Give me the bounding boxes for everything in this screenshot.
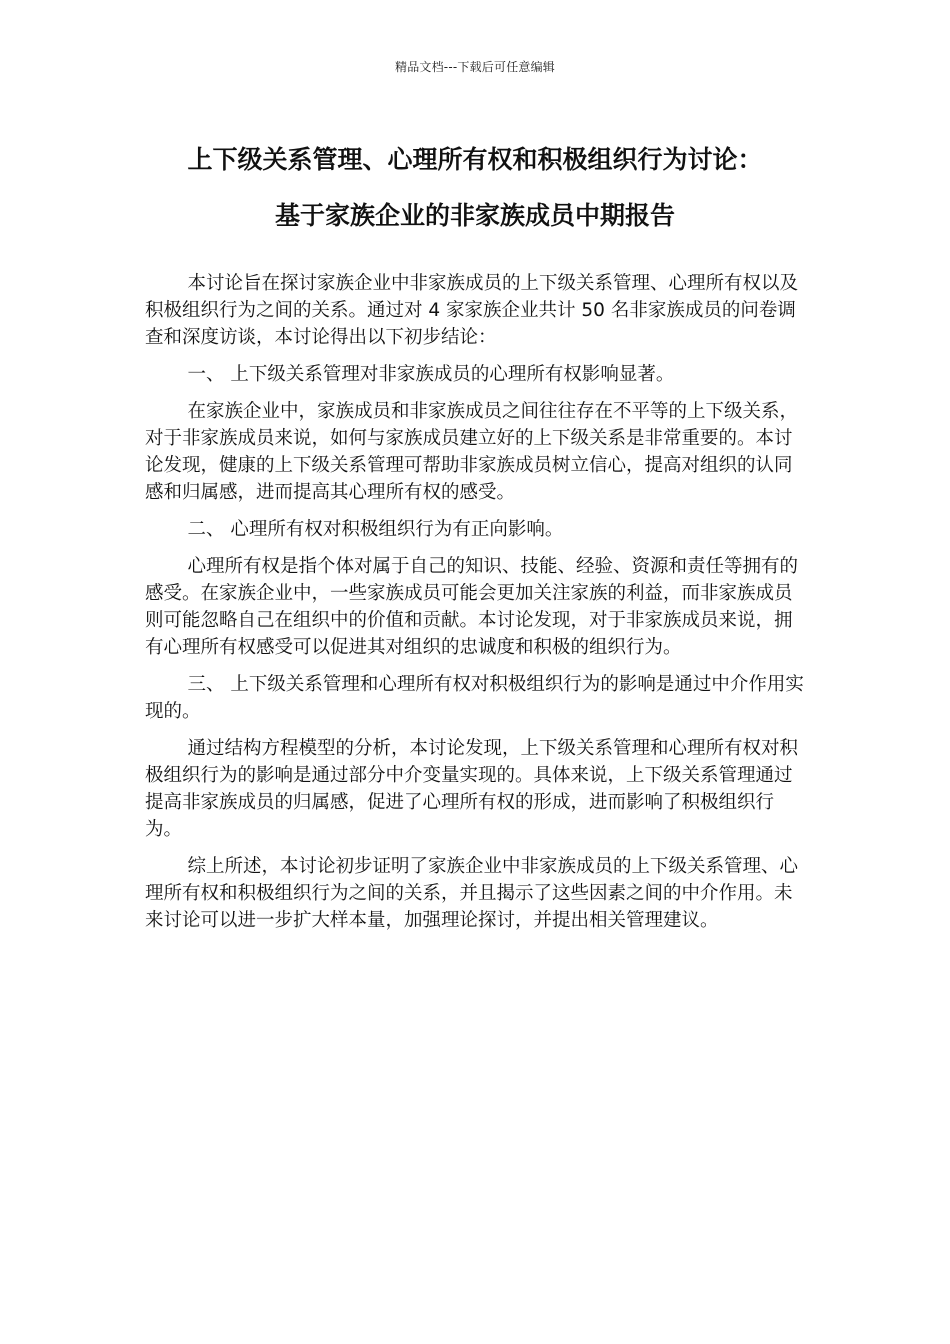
- header-note: 精品文档---下载后可任意编辑: [395, 60, 555, 74]
- finding-heading-3: 三、 上下级关系管理和心理所有权对积极组织行为的影响是通过中介作用实现的。: [145, 674, 804, 722]
- finding-heading-1: 一、 上下级关系管理对非家族成员的心理所有权影响显著。: [187, 364, 675, 385]
- document-title-line-1: 上下级关系管理、心理所有权和积极组织行为讨论：: [187, 145, 763, 174]
- paragraph-finding-1: 在家族企业中，家族成员和非家族成员之间往往存在不平等的上下级关系，对于非家族成员来说，如何与家族成员建立好的上下级关系是非常重要的。本讨论发现，健康的上下级关系管理可帮助非家族成员树立信心，提高对组织的认同感和归属感，进而提高其心理所有权的感受。: [145, 401, 799, 503]
- document-title-line-2: 基于家族企业的非家族成员中期报告: [274, 201, 675, 230]
- paragraph-finding-3: 通过结构方程模型的分析，本讨论发现，上下级关系管理和心理所有权对积极组织行为的影响是通过部分中介变量实现的。具体来说，上下级关系管理通过提高非家族成员的归属感，促进了心理所有权的形成，进而影响了积极组织行为。: [145, 738, 799, 840]
- document-body: [145, 270, 805, 944]
- paragraph-intro: 本讨论旨在探讨家族企业中非家族成员的上下级关系管理、心理所有权以及积极组织行为之间的关系。通过对 4 家家族企业共计 50 名非家族成员的问卷调查和深度访谈，本讨论得出以下初步结论：: [145, 273, 799, 348]
- paragraph-finding-2: 心理所有权是指个体对属于自己的知识、技能、经验、资源和责任等拥有的感受。在家族企业中，一些家族成员可能会更加关注家族的利益，而非家族成员则可能忽略自己在组织中的价值和贡献。本讨论发现，对于非家族成员来说，拥有心理所有权感受可以促进其对组织的忠诚度和积极的组织行为。: [145, 556, 799, 658]
- finding-heading-2: 二、 心理所有权对积极组织行为有正向影响。: [187, 519, 564, 540]
- paragraph-conclusion: 综上所述，本讨论初步证明了家族企业中非家族成员的上下级关系管理、心理所有权和积极组织行为之间的关系，并且揭示了这些因素之间的中介作用。未来讨论可以进一步扩大样本量，加强理论探讨，并提出相关管理建议。: [145, 856, 799, 931]
